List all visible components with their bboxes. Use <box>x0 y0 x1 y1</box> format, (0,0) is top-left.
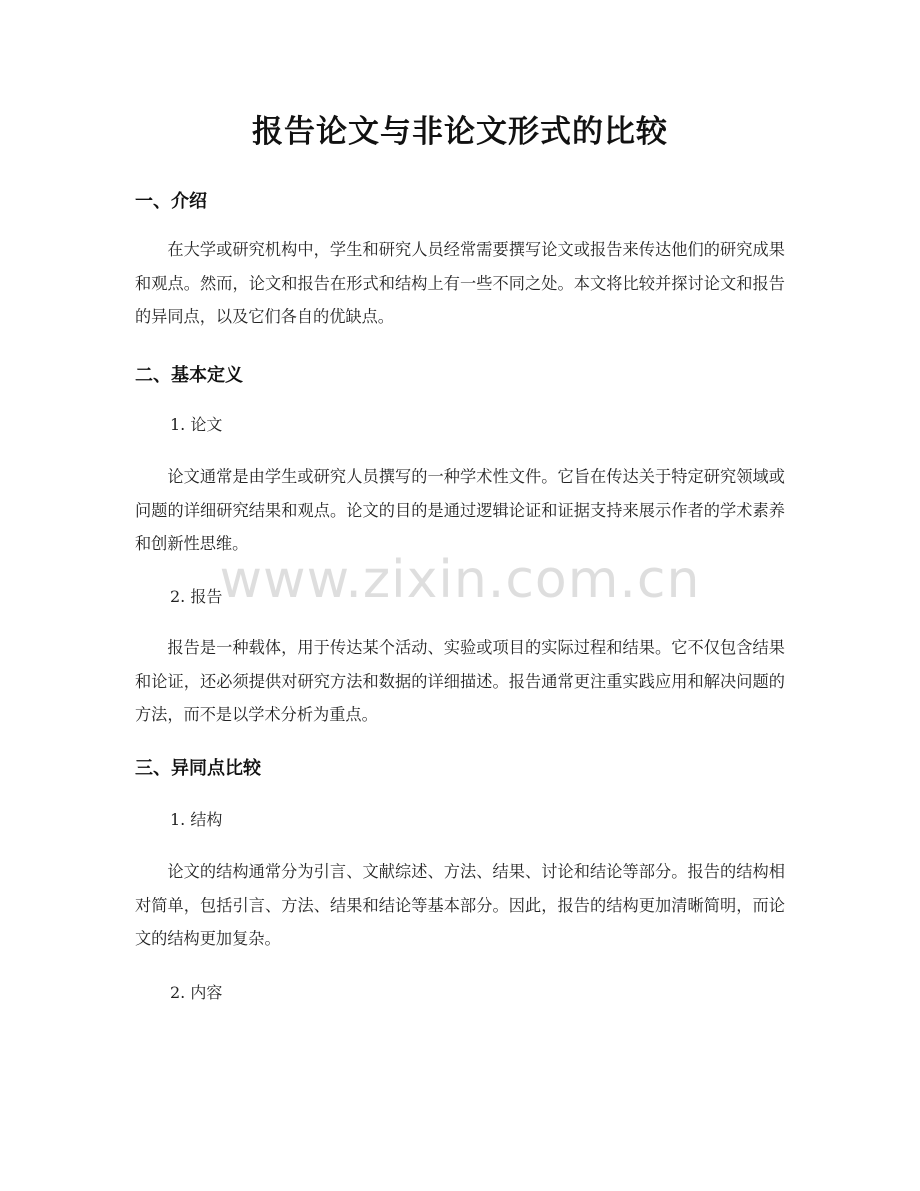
subsection-label-report: 2. 报告 <box>170 587 223 606</box>
subsection-label-structure: 1. 结构 <box>170 810 223 829</box>
section-heading-definitions: 二、基本定义 <box>135 365 243 386</box>
section-heading-intro: 一、介绍 <box>135 191 207 212</box>
thesis-definition-paragraph: 论文通常是由学生或研究人员撰写的一种学术性文件。它旨在传达关于特定研究领域或问题的详细研究结果和观点。论文的目的是通过逻辑论证和证据支持来展示作者的学术素养和创新性思维。 <box>135 467 785 553</box>
intro-paragraph: 在大学或研究机构中，学生和研究人员经常需要撰写论文或报告来传达他们的研究成果和观点。然而，论文和报告在形式和结构上有一些不同之处。本文将比较并探讨论文和报告的异同点，以及它们各自的优缺点。 <box>135 240 785 326</box>
subsection-label-thesis: 1. 论文 <box>170 415 223 434</box>
document-title: 报告论文与非论文形式的比较 <box>252 114 668 150</box>
report-definition-paragraph: 报告是一种载体，用于传达某个活动、实验或项目的实际过程和结果。它不仅包含结果和论证，还必须提供对研究方法和数据的详细描述。报告通常更注重实践应用和解决问题的方法，而不是以学术分析为重点。 <box>135 638 785 724</box>
subsection-label-content: 2. 内容 <box>170 983 223 1002</box>
section-heading-comparison: 三、异同点比较 <box>135 758 261 779</box>
watermark-text: www.zixin.com.cn <box>219 550 701 610</box>
structure-comparison-paragraph: 论文的结构通常分为引言、文献综述、方法、结果、讨论和结论等部分。报告的结构相对简单，包括引言、方法、结果和结论等基本部分。因此，报告的结构更加清晰简明，而论文的结构更加复杂。 <box>135 862 785 948</box>
